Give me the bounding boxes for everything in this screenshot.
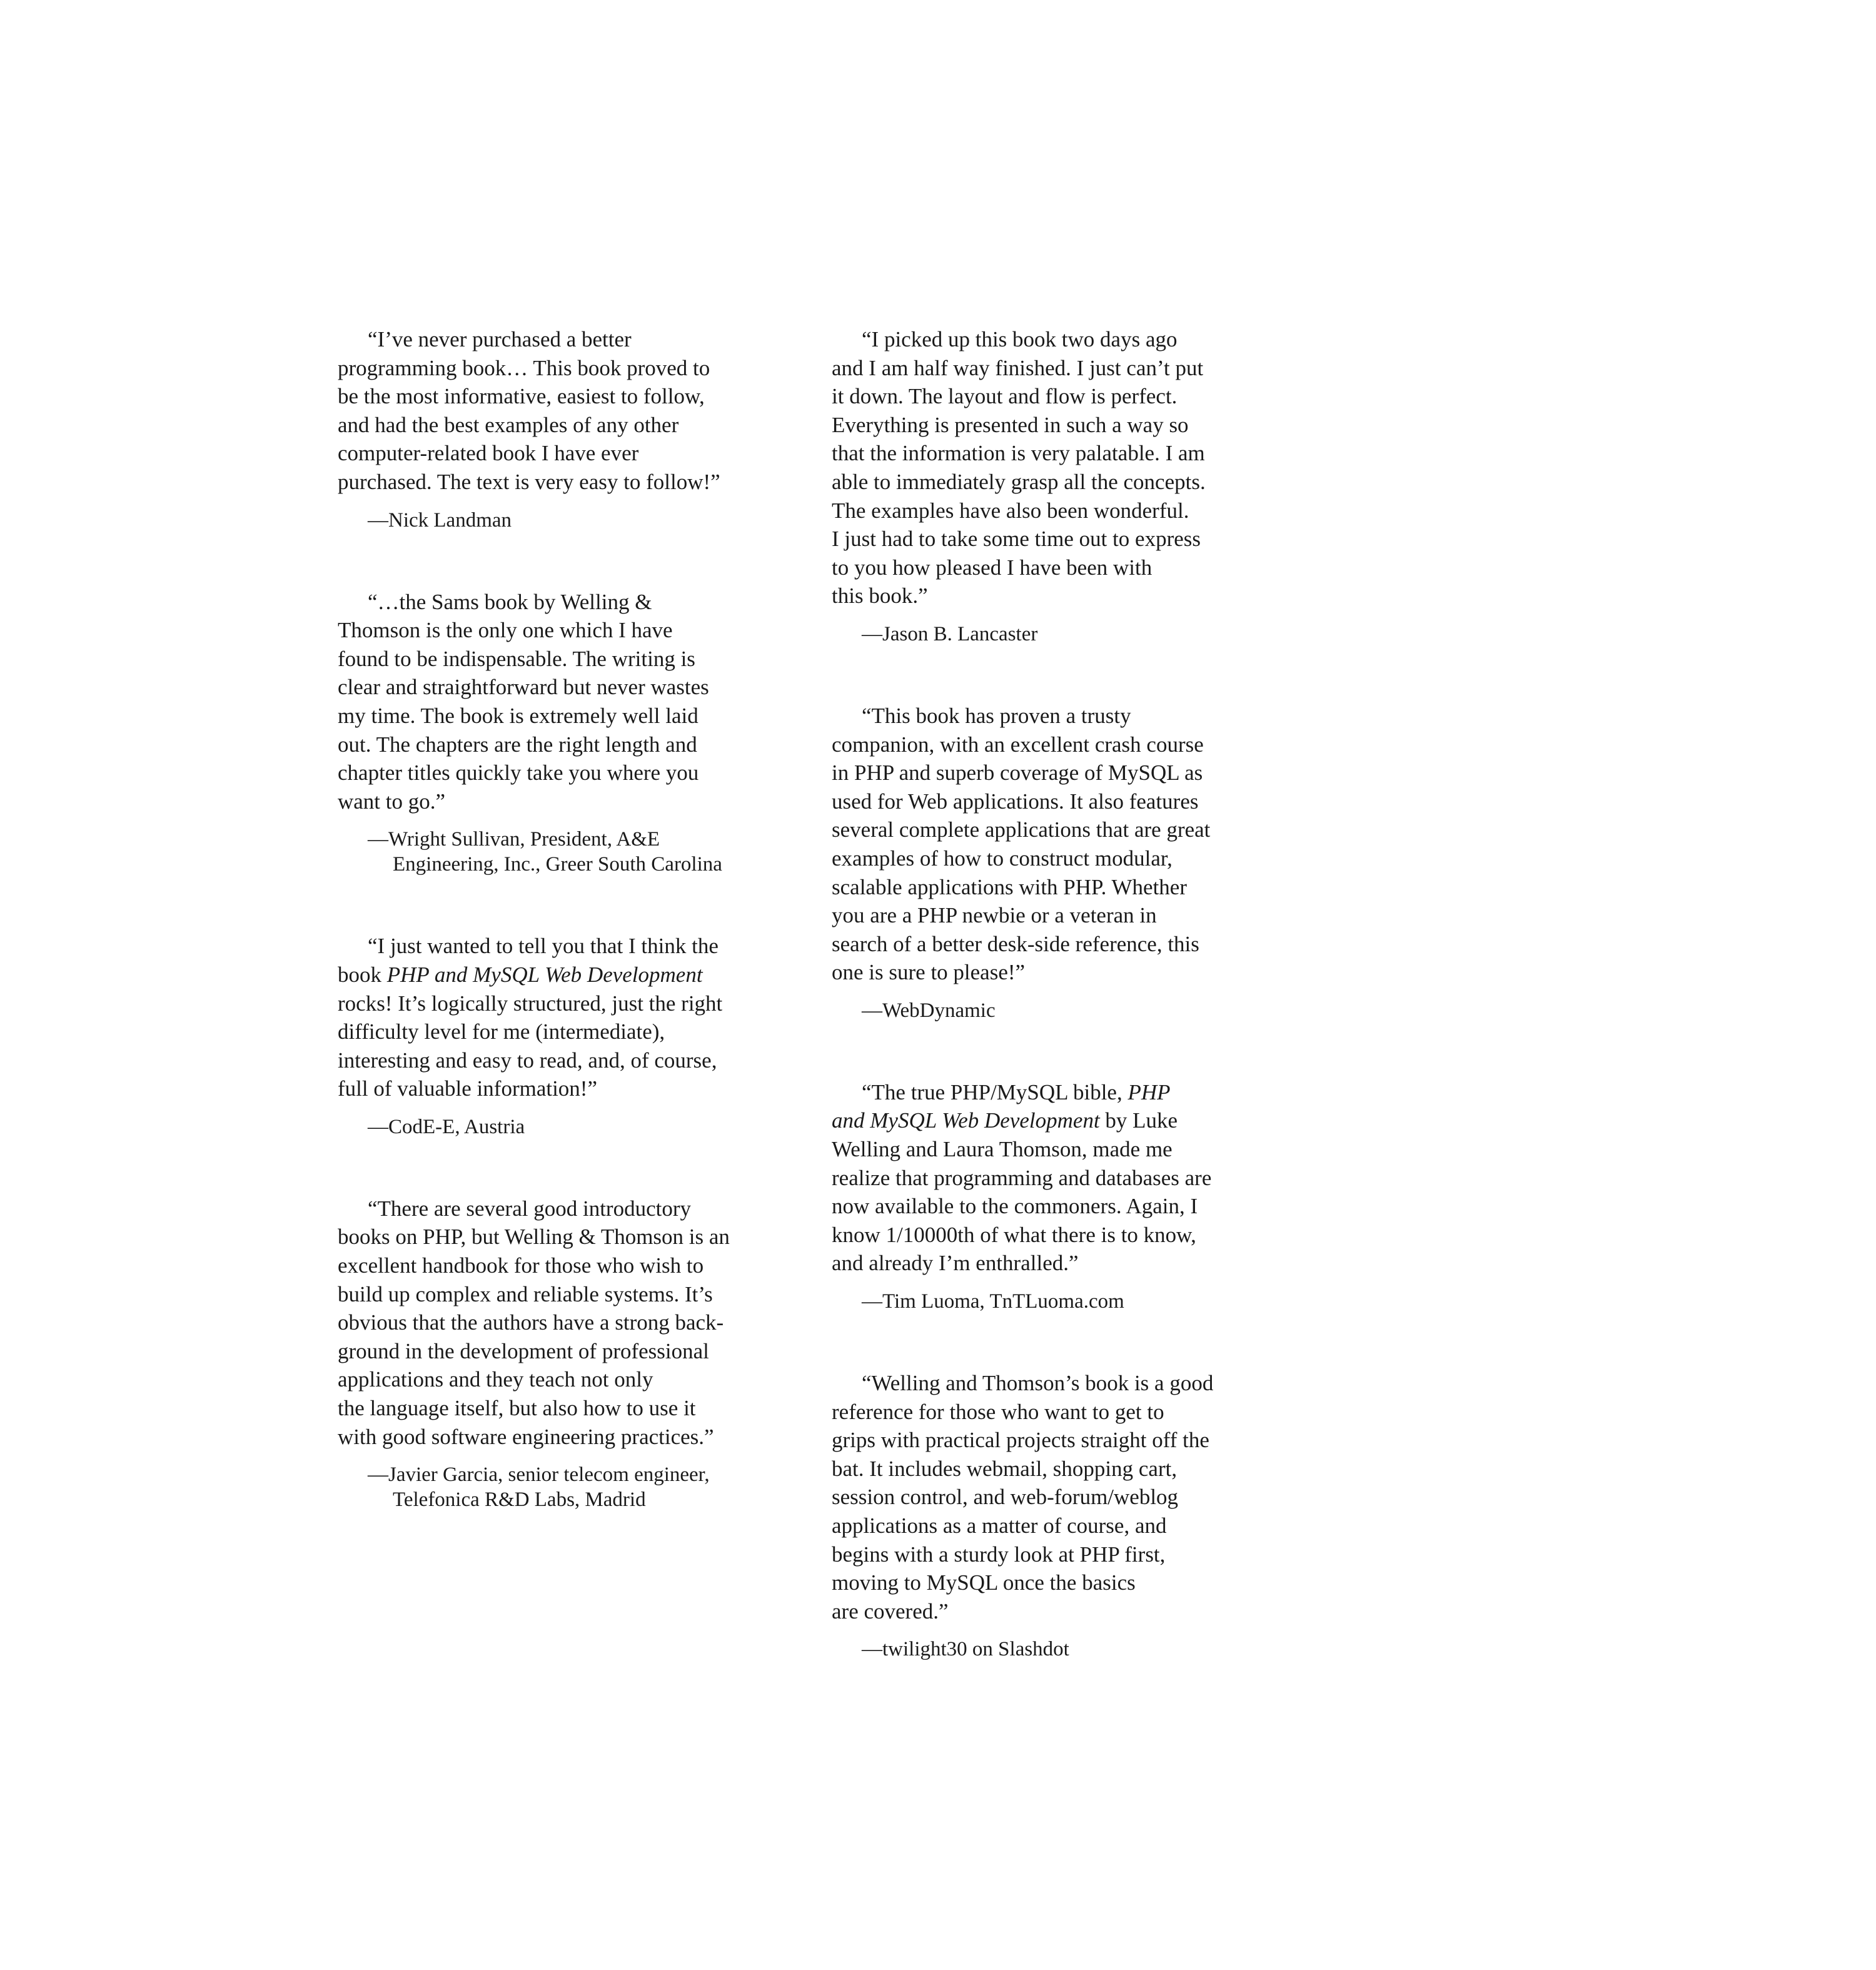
testimonial-attribution: —WebDynamic	[862, 999, 996, 1022]
testimonial-quote	[338, 932, 794, 1103]
testimonial-quote: “…the Sams book by Welling & Thomson is the only one which I have found to be indispensable. The writing is clear and straightforward but never wastes my time. The book is extremely well laid out. The chapters are the right length and chapter titles quickly take you where you want to go.”	[338, 589, 709, 814]
testimonial	[832, 1078, 1263, 1314]
testimonial-attribution: —Nick Landman	[368, 508, 512, 532]
testimonial	[338, 588, 794, 877]
book-title: PHP and MySQL Web Development	[386, 962, 703, 987]
testimonial-quote: “I picked up this book two days ago and I am half way finished. I just can’t put it down. The layout and flow is perfect. Everything is presented in such a way so that the information is very palatable. I am able to immediately grasp all the concepts. The examples have also been wonderful. I just had to take some time out to express to you how pleased I have been with this book.”	[832, 327, 1206, 609]
testimonial-quote: “Welling and Thomson’s book is a good reference for those who want to get to grips with practical projects straight off the bat. It includes webmail, shopping cart, session control, and web-forum/weblog applications as a matter of course, and begins with a sturdy look at PHP first, moving to MySQL once the basics are covered.”	[832, 1371, 1214, 1624]
testimonial-quote: “This book has proven a trusty companion, with an excellent crash course in PHP and superb coverage of MySQL as used for Web applications. It also features several complete applications that are great examples of how to construct modular, scalable applications with PHP. Whether you are a PHP newbie or a veteran in search of a better desk-side reference, this one is sure to please!”	[832, 703, 1211, 985]
testimonial-attribution: —Javier Garcia, senior telecom engineer, Telefonica R&D Labs, Madrid	[368, 1463, 710, 1512]
testimonial-attribution: —Jason B. Lancaster	[862, 622, 1038, 645]
testimonial-quote	[832, 1078, 1263, 1278]
testimonial-attribution: —CodE-E, Austria	[368, 1115, 525, 1138]
testimonial-quote: “I’ve never purchased a better programming book… This book proved to be the most informative, easiest to follow, and had the best examples of any other computer-related book I have ever purchased. The text is very easy to follow!”	[338, 327, 720, 494]
quote-text: rocks! It’s logically structured, just the right difficulty level for me (intermediate), interesting and easy to read, and, of course, full of valuable information!”	[338, 991, 723, 1101]
testimonial	[338, 932, 794, 1139]
quote-text: by Luke Welling and Laura Thomson, made me realize that programming and databases are now available to the commoners. Again, I know 1/10000th of what there is to know, and already I’m enthralled.”	[832, 1108, 1212, 1276]
testimonial-attribution: —Wright Sullivan, President, A&E Engineering, Inc., Greer South Carolina	[368, 828, 722, 876]
book-title: PHP and MySQL Web Development	[832, 1079, 1171, 1133]
testimonial	[832, 702, 1263, 1023]
testimonial-quote: “There are several good introductory books on PHP, but Welling & Thomson is an excellent handbook for those who wish to build up complex and reliable systems. It’s obvious that the authors have a strong back- ground in the development of professional applications and they teach not only the language itself, but also how to use it with good software engineering practices.”	[338, 1196, 730, 1449]
quote-text: “The true PHP/MySQL bible,	[862, 1079, 1128, 1104]
testimonial	[832, 325, 1263, 647]
testimonial	[832, 1369, 1263, 1662]
testimonial	[338, 325, 794, 533]
testimonial-attribution: —Tim Luoma, TnTLuoma.com	[862, 1290, 1124, 1313]
left-column	[338, 325, 794, 1567]
quote-text: “I just wanted to tell you that I think the book	[338, 934, 719, 987]
testimonial-attribution: —twilight30 on Slashdot	[862, 1638, 1069, 1661]
right-column	[832, 325, 1263, 1717]
testimonial	[338, 1195, 794, 1512]
